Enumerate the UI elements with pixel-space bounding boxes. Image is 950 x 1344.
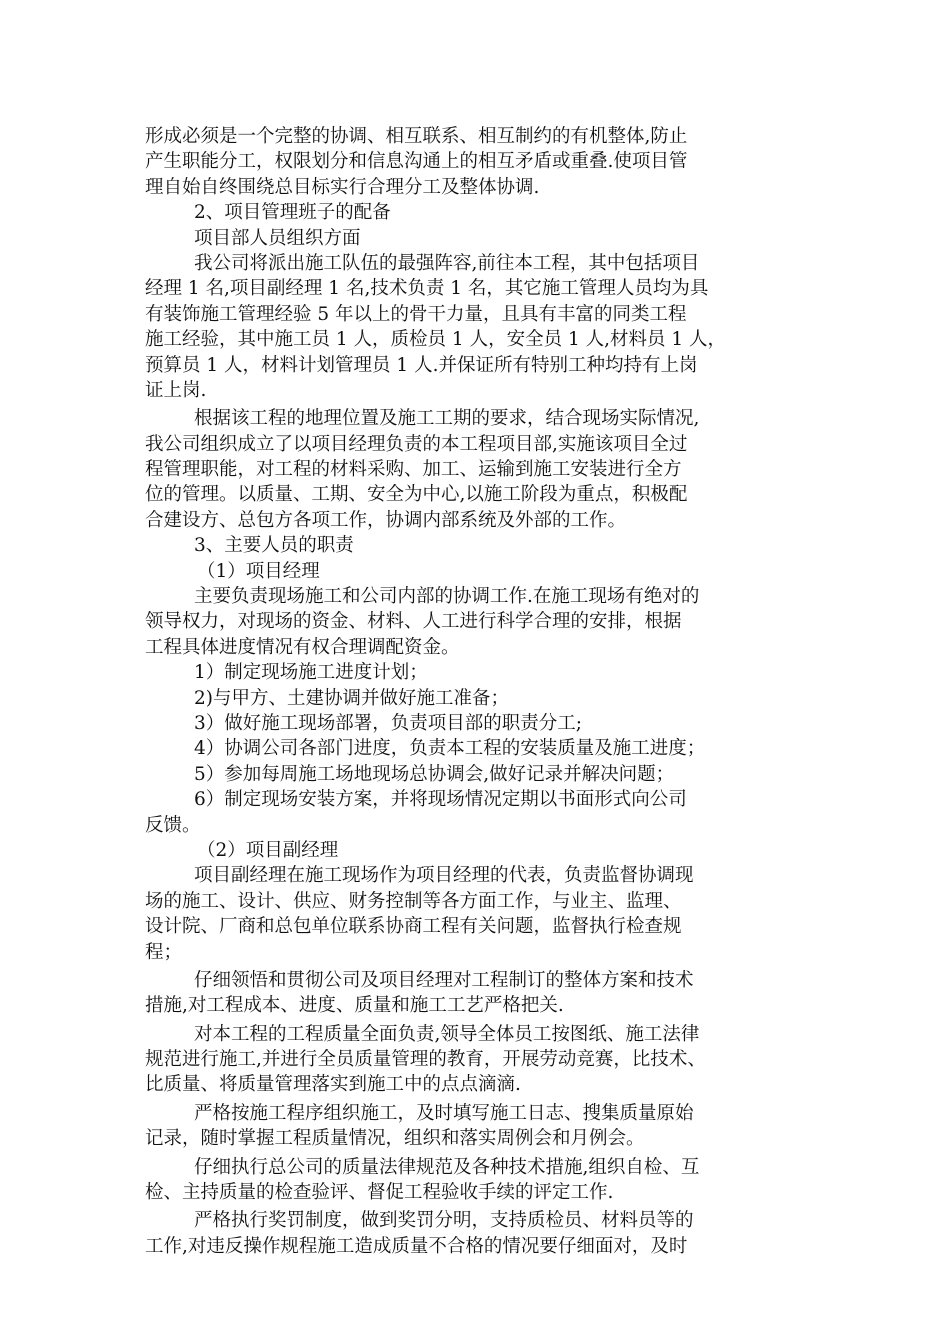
text-line: 主要负责现场施工和公司内部的协调工作.在施工现场有绝对的 — [194, 586, 700, 608]
list-item: 1）制定现场施工进度计划； — [194, 662, 428, 684]
document-body — [145, 124, 810, 1259]
text-line: 有装饰施工管理经验 5 年以上的骨干力量，且具有丰富的同类工程 — [145, 303, 687, 325]
text-line: 形成必须是一个完整的协调、相互联系、相互制约的有机整体,防止 — [145, 126, 688, 147]
subsection-heading: （1）项目经理 — [197, 560, 320, 582]
subsection-heading: 项目部人员组织方面 — [194, 227, 361, 249]
text-line: 工作,对违反操作规程施工造成质量不合格的情况要仔细面对，及时 — [145, 1235, 688, 1257]
text-line: 位的管理。以质量、工期、安全为中心,以施工阶段为重点，积极配 — [145, 484, 688, 506]
text-line: 设计院、厂商和总包单位联系协商工程有关问题，监督执行检查规 — [145, 916, 682, 938]
text-line: 程管理职能，对工程的材料采购、加工、运输到施工安装进行全方 — [145, 459, 682, 481]
text-line: 程； — [145, 941, 183, 963]
text-line: 严格执行奖罚制度，做到奖罚分明，支持质检员、材料员等的 — [194, 1210, 694, 1232]
text-line: 严格按施工程序组织施工，及时填写施工日志、搜集质量原始 — [194, 1102, 694, 1124]
text-line: 合建设方、总包方各项工作，协调内部系统及外部的工作。 — [145, 509, 627, 531]
subsection-heading: （2）项目副经理 — [197, 839, 339, 861]
text-line: 措施,对工程成本、进度、质量和施工工艺严格把关. — [145, 995, 564, 1017]
list-item: 6）制定现场安装方案，并将现场情况定期以书面形式向公司 — [194, 789, 687, 811]
text-line: 预算员 1 人，材料计划管理员 1 人.并保证所有特别工种均持有上岗 — [145, 354, 698, 376]
text-line: 产生职能分工，权限划分和信息沟通上的相互矛盾或重叠.使项目管 — [145, 151, 688, 173]
list-item: 2)与甲方、土建协调并做好施工准备； — [194, 687, 509, 709]
text-line: 反馈。 — [145, 814, 201, 836]
text-line: 检、主持质量的检查验评、督促工程验收手续的评定工作. — [145, 1182, 614, 1204]
text-line: 项目副经理在施工现场作为项目经理的代表，负责监督协调现 — [194, 865, 694, 887]
text-line: 规范进行施工,并进行全员质量管理的教育，开展劳动竞赛，比技术、 — [145, 1049, 706, 1071]
text-line: 领导权力，对现场的资金、材料、人工进行科学合理的安排，根据 — [145, 611, 682, 633]
text-line: 施工经验，其中施工员 1 人，质检员 1 人，安全员 1 人,材料员 1 人， — [145, 329, 727, 351]
text-line: 比质量、将质量管理落实到施工中的点点滴滴. — [145, 1074, 521, 1096]
text-line: 记录，随时掌握工程质量情况，组织和落实周例会和月例会。 — [145, 1128, 645, 1150]
section-heading: 3、主要人员的职责 — [194, 535, 354, 557]
list-item: 3）做好施工现场部署，负责项目部的职责分工; — [194, 712, 583, 734]
text-line: 经理 1 名,项目副经理 1 名,技术负责 1 名，其它施工管理人员均为具 — [145, 278, 709, 300]
text-line: 我公司组织成立了以项目经理负责的本工程项目部,实施该项目全过 — [145, 433, 688, 455]
text-line: 工程具体进度情况有权合理调配资金。 — [145, 636, 460, 658]
list-item: 5）参加每周施工场地现场总协调会,做好记录并解决问题； — [194, 763, 675, 785]
text-line: 我公司将派出施工队伍的最强阵容,前往本工程，其中包括项目 — [194, 252, 700, 274]
list-item: 4）协调公司各部门进度，负责本工程的安装质量及施工进度； — [194, 738, 706, 760]
text-line: 仔细领悟和贯彻公司及项目经理对工程制订的整体方案和技术 — [194, 969, 694, 991]
text-line: 对本工程的工程质量全面负责,领导全体员工按图纸、施工法律 — [194, 1023, 700, 1045]
text-line: 根据该工程的地理位置及施工工期的要求，结合现场实际情况, — [194, 408, 700, 430]
text-line: 仔细执行总公司的质量法律规范及各种技术措施,组织自检、互 — [194, 1156, 700, 1178]
text-line: 证上岗. — [145, 379, 207, 401]
text-line: 理自始自终围绕总目标实行合理分工及整体协调. — [145, 176, 540, 198]
text-line: 场的施工、设计、供应、财务控制等各方面工作，与业主、监理、 — [145, 890, 682, 912]
section-heading: 2、项目管理班子的配备 — [194, 202, 391, 224]
